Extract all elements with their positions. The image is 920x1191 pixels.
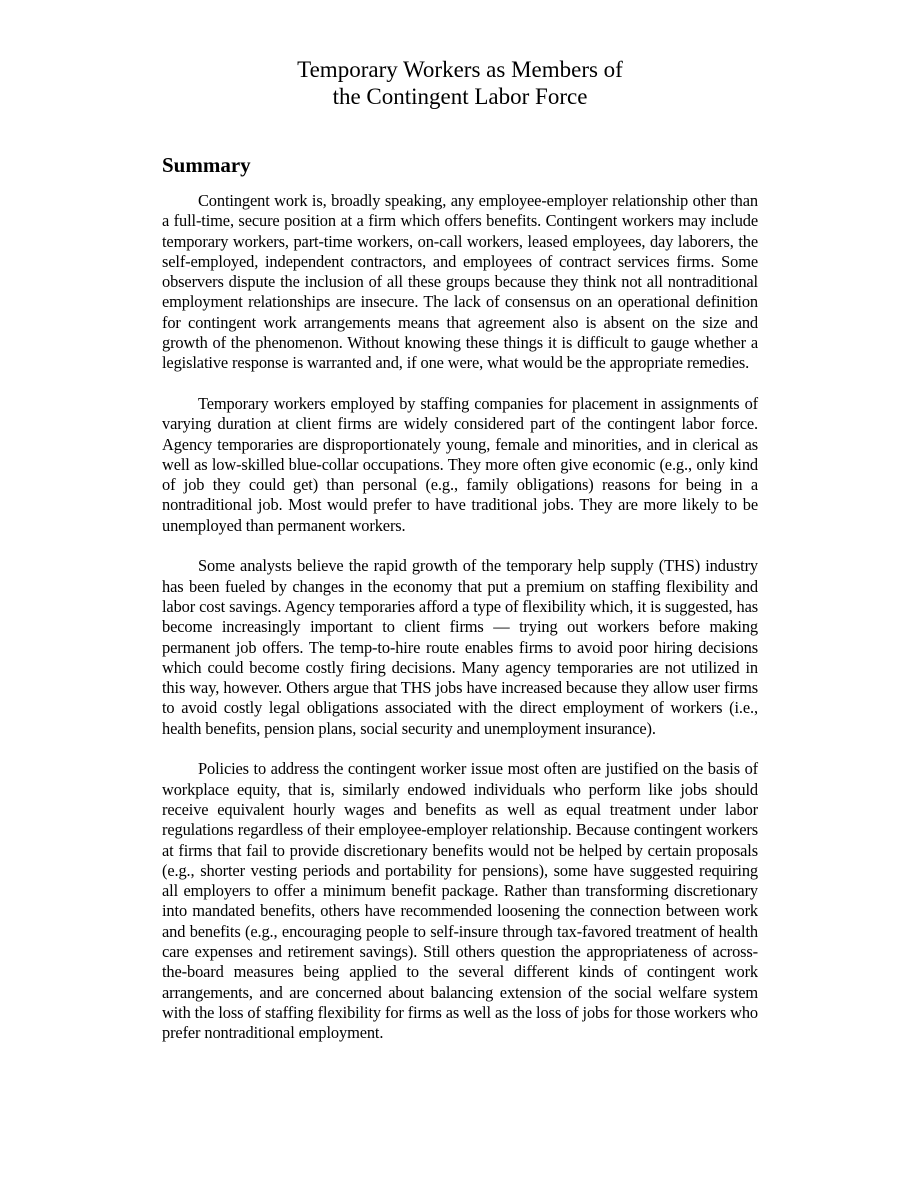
summary-paragraph-1: Contingent work is, broadly speaking, any employee-employer relationship other than a full-time, secure position at a firm which offers benefits. Contingent workers may include temporary workers, part-time workers, on-call workers, leased employees, day laborers, the self-employed, independent contractors, and employees of contract services firms. Some observers dispute the inclusion of all these groups because they think not all nontraditional employment relationships are insecure. The lack of consensus on an operational definition for contingent work arrangements means that agreement also is absent on the size and growth of the phenomenon. Without knowing these things it is difficult to gauge whether a legislative response is warranted and, if one were, what would be the appropriate remedies.: [162, 191, 758, 373]
summary-paragraph-4: Policies to address the contingent worker issue most often are justified on the basis of workplace equity, that is, similarly endowed individuals who perform like jobs should receive equivalent hourly wages and benefits as well as equal treatment under labor regulations regardless of their employee-employer relationship. Because contingent workers at firms that fail to provide discretionary benefits would not be helped by certain proposals (e.g., shorter vesting periods and portability for pensions), some have suggested requiring all employers to offer a minimum benefit package. Rather than transforming discretionary into mandated benefits, others have recommended loosening the connection between work and benefits (e.g., encouraging people to self-insure through tax-favored treatment of health care expenses and retirement savings). Still others question the appropriateness of across-the-board measures being applied to the several different kinds of contingent work arrangements, and are concerned about balancing extension of the social welfare system with the loss of staffing flexibility for firms as well as the loss of jobs for those workers who prefer nontraditional employment.: [162, 759, 758, 1043]
summary-paragraph-3: Some analysts believe the rapid growth of the temporary help supply (THS) industry has been fueled by changes in the economy that put a premium on staffing flexibility and labor cost savings. Agency temporaries afford a type of flexibility which, it is suggested, has become increasingly important to client firms — trying out workers before making permanent job offers. The temp-to-hire route enables firms to avoid poor hiring decisions which could become costly firing decisions. Many agency temporaries are not utilized in this way, however. Others argue that THS jobs have increased because they allow user firms to avoid costly legal obligations associated with the direct employment of workers (i.e., health benefits, pension plans, social security and unemployment insurance).: [162, 556, 758, 738]
document-page: [162, 56, 758, 1043]
document-title: [162, 56, 758, 110]
title-line-1: Temporary Workers as Members of: [297, 57, 623, 82]
summary-paragraph-2: Temporary workers employed by staffing companies for placement in assignments of varying duration at client firms are widely considered part of the contingent labor force. Agency temporaries are disproportionately young, female and minorities, and in clerical as well as low-skilled blue-collar occupations. They more often give economic (e.g., only kind of job they could get) than personal (e.g., family obligations) reasons for being in a nontraditional job. Most would prefer to have traditional jobs. They are more likely to be unemployed than permanent workers.: [162, 393, 758, 535]
title-line-2: the Contingent Labor Force: [332, 84, 588, 109]
section-heading-summary: Summary: [162, 153, 251, 177]
